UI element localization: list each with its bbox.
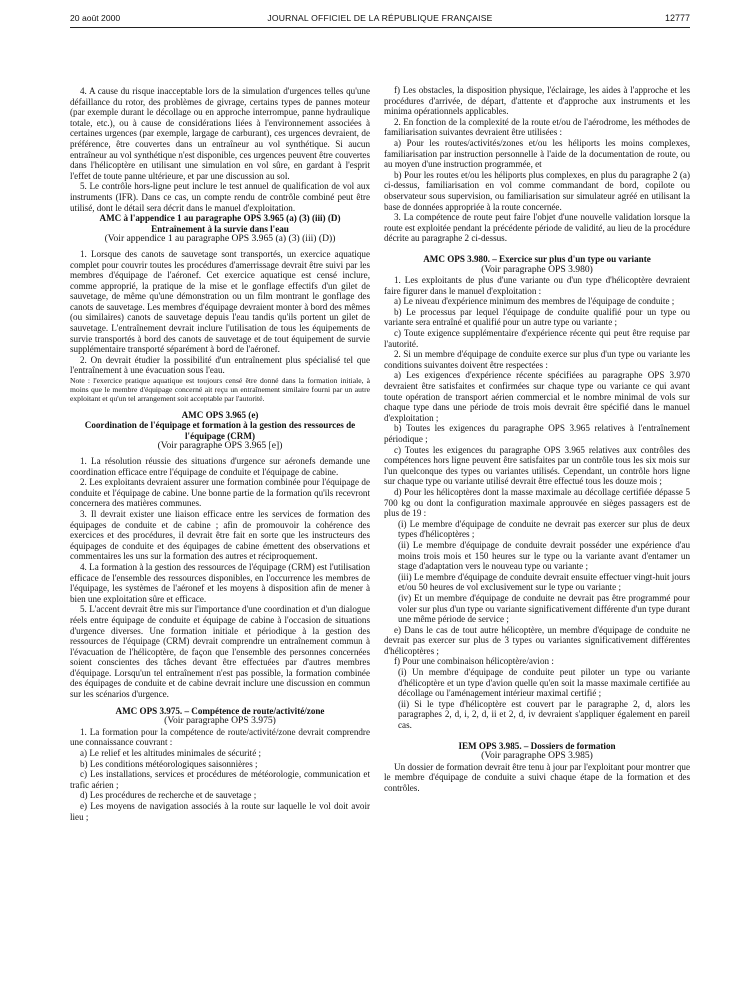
sub-list-item: (iii) Le membre d'équipage de conduite devrait ensuite effectuer vingt-huit jours et/ou 50 heures de vol exclusivement sur le type ou variante ; [398,571,690,593]
section-reference: (Voir paragraphe OPS 3.985) [481,750,593,762]
list-item: e) Dans le cas de tout autre hélicoptère, un membre d'équipage de conduite ne devrait pas exercer sur plus de 3 types ou variantes significativement différentes d'hélicoptères ; [384,624,690,656]
list-item: a) Les exigences d'expérience récente spécifiées au paragraphe OPS 3.970 devraient être satisfaites et confirmées sur chaque type ou variante ce qui avant toute opération de transport aérien commercial et le nombre minimal de vols sur chaque type dans une période de trois mois devrait être spécifié dans le manuel d'exploitation ; [384,370,690,423]
paragraph: 4. A cause du risque inacceptable lors de la simulation d'urgences telles qu'une défaillance du rotor, des problèmes de givrage, certains types de pannes moteur (par exemple durant le décollage ou en approche interrompue, panne hydraulique totale, etc.), ou à cause de considérations liées à l'environnement associées à certaines urgences (par exemple, largage de carburant), ces urgences devraient, de préférence, être couvertes dans un entraîneur au vol synthétique. Si aucun entraîneur au vol synthétique n'est disponible, ces urgences peuvent être couvertes dans l'hélicoptère en utilisant une simulation en vol sûre, en gardant à l'esprit l'effet de toute panne ultérieure, et par une discussion au sol. [70,86,370,181]
sub-list-item: (ii) Si le type d'hélicoptère est couvert par le paragraphe 2, d, alors les paragraphes 2, d, i, 2, d, ii et 2, d, iv devraient s'appliquer également en pareil cas. [398,698,690,731]
list-item: e) Les moyens de navigation associés à la route sur laquelle le vol doit avoir lieu ; [70,801,370,822]
spacer [384,731,690,741]
list-item: d) Les procédures de recherche et de sauvetage ; [80,790,257,801]
right-column [384,85,690,794]
paragraph: Un dossier de formation devrait être tenu à jour par l'exploitant pour montrer que le membre d'équipage de conduite a suivi chaque étape de la formation et des contrôles. [384,761,690,793]
section-reference: (Voir paragraphe OPS 3.965 [e]) [157,440,283,452]
section-title: IEM OPS 3.985. – Dossiers de formation [458,740,616,751]
list-item: f) Les obstacles, la disposition physique, l'éclairage, les aides à l'approche et les procédures d'arrivée, de départ, d'attente et d'approche aux instruments et les minima opérationnels applicables. [384,85,690,117]
list-item: b) Pour les routes et/ou les héliports plus complexes, en plus du paragraphe 2 (a) ci-dessus, familiarisation en vol comme commandant de bord, copilote ou observateur sous supervision, ou familiarisation sur simulateur agréé en utilisant la base de données appropriée à la route concernée. [384,169,690,212]
list-item: b) Les conditions météorologiques saisonnières ; [80,758,258,769]
left-column [70,86,370,822]
section-title [70,410,370,442]
list-item: d) Pour les hélicoptères dont la masse maximale au décollage certifiée dépasse 5 700 kg ou dont la configuration maximale approuvée en sièges passagers est de plus de 19 : [384,486,690,519]
sub-list-item: (iv) Et un membre d'équipage de conduite ne devrait pas être programmé pour voler sur plus d'un type ou variante significativement différente d'un type durant une même période de service ; [398,592,690,625]
paragraph: 2. On devrait étudier la possibilité d'un entraînement plus spécialisé tel que l'entraînement à une évacuation sous l'eau. [70,354,370,376]
list-item: a) Le niveau d'expérience minimum des membres de l'équipage de conduite ; [394,296,675,307]
spacer [384,244,690,254]
paragraph: 3. Il devrait exister une liaison efficace entre les services de formation des équipages de conduite et de cabine ; afin de promouvoir la cohérence des exercices et des procédures, il devrait être fait en sorte que les instructeurs des équipages de conduite et des équipages de cabine émettent des observations et commentaires les uns sur la formation des autres et réciproquement. [70,508,370,562]
section-title-line: AMC à l'appendice 1 au paragraphe OPS 3.965 (a) (3) (iii) (D) [99,213,341,224]
sub-list-item: (ii) Le membre d'équipage de conduite devrait posséder une expérience d'au moins trois mois et 150 heures sur le type ou la variante avant d'entamer un stage d'adaptation vers le nouveau type ou variante ; [398,539,690,572]
section-title-line: AMC OPS 3.965 (e) [181,409,259,420]
paragraph: 1. La résolution réussie des situations d'urgence sur aéronefs demande une coordination efficace entre l'équipage de conduite et l'équipage de cabine. [70,456,370,477]
paragraph: 3. La compétence de route peut faire l'objet d'une nouvelle validation lorsque la route est exploitée pendant la précédente période de validité, au lieu de la procédure décrite au paragraphe 2 ci-dessus. [384,212,690,244]
list-item: b) Le processus par lequel l'équipage de conduite qualifié pour un type ou variante sera entraîné et qualifié pour un autre type ou variante ; [384,306,690,328]
paragraph: 2. Si un membre d'équipage de conduite exerce sur plus d'un type ou variante les conditions suivantes doivent être respectées : [384,349,690,370]
list-item: c) Les installations, services et procédures de météorologie, communication et trafic aérien ; [70,769,370,790]
list-item: b) Toutes les exigences du paragraphe OPS 3.965 relatives à l'entraînement périodique ; [384,423,690,444]
section-title-line: Coordination de l'équipage et formation à la gestion des ressources de l'équipage (CRM) [84,420,356,441]
list-item: f) Pour une combinaison hélicoptère/avion : [394,656,554,667]
page-number: 12777 [664,13,690,23]
paragraph: 5. L'accent devrait être mis sur l'importance d'une coordination et d'un dialogue réels entre équipage de conduite et équipage de cabine à l'occasion de situations d'urgence diverses. Une formation initiale et périodique à la gestion des ressources de l'équipage (CRM) devrait comprendre un entraînement commun à l'évacuation de l'hélicoptère, de façon que l'ensemble des personnes concernées soient conscientes des tâches devant être effectuées par d'autres membres d'équipage. Lorsqu'un tel entraînement n'est pas possible, la formation combinée des équipages de conduite et de cabine devrait inclure une discussion en commun sur les scénarios d'urgence. [70,604,370,700]
section-title-line: Entraînement à la survie dans l'eau [151,223,289,234]
paragraph: 1. La formation pour la compétence de route/activité/zone devrait comprendre une connaissance couvrant : [70,726,370,748]
note: Note : l'exercice pratique aquatique est toujours censé être donné dans la formation initiale, à moins que le membre d'équipage concerné ait reçu un entraînement similaire fourni par un autre exploitant et qu'un tel arrangement soit acceptable par l'autorité. [70,376,370,404]
section-reference: (Voir paragraphe OPS 3.980) [481,263,593,275]
section-reference: (Voir appendice 1 au paragraphe OPS 3.965 (a) (3) (iii) (D)) [104,233,336,245]
section-title: AMC OPS 3.975. – Compétence de route/activité/zone [115,705,325,716]
list-item: c) Toute exigence supplémentaire d'expérience récente qui peut être requise par l'autorité. [384,328,690,349]
sub-list-item: (i) Le membre d'équipage de conduite ne devrait pas exercer sur plus de deux types d'hélicoptères ; [398,518,690,540]
list-item: a) Pour les routes/activités/zones et/ou les héliports les moins complexes, familiarisation par instruction personnelle à l'aide de la documentation de route, ou au moyen d'une instruction programmée, et [384,137,690,170]
journal-title: JOURNAL OFFICIEL DE LA RÉPUBLIQUE FRANÇAISE [267,13,493,23]
paragraph: 2. Les exploitants devraient assurer une formation combinée pour l'équipage de conduite et l'équipage de cabine. Une bonne partie de la formation qu'ils recevront concernera des matières communes. [70,477,370,509]
paragraph: 2. En fonction de la complexité de la route et/ou de l'aérodrome, les méthodes de familiarisation suivantes devraient être utilisées : [384,116,690,138]
paragraph: 1. Lorsque des canots de sauvetage sont transportés, un exercice aquatique complet pour couvrir toutes les procédures d'amerrissage devrait être suivi par les membres d'équipage de l'aéronef. Cet exercice aquatique est censé inclure, comme approprié, la pratique de la mise et le gonflage effectifs d'un gilet de sauvetage, de même qu'une démonstration ou un film montrant le gonflage des canots de sauvetage. Les membres d'équipage devraient monter à bord des mêmes (ou similaires) canots de sauvetage depuis l'eau tandis qu'ils portent un gilet de sauvetage. L'entraînement devrait inclure l'utilisation de tous les équipements de survie transportés à bord des canots de sauvetage et de tout équipement de survie supplémentaire transporté séparément à bord de l'aéronef. [70,248,370,355]
section-reference: (Voir paragraphe OPS 3.975) [164,715,276,727]
paragraph: 1. Les exploitants de plus d'une variante ou d'un type d'hélicoptère devraient faire figurer dans le manuel d'exploitation : [384,275,690,296]
sub-list-item: (i) Un membre d'équipage de conduite peut piloter un type ou variante d'hélicoptère et un type d'avion quelle qu'en soit la masse maximale certifiée au décollage ou l'aménagement intérieur maximal certifié ; [398,667,690,699]
header-rule [70,27,690,28]
paragraph: 5. Le contrôle hors-ligne peut inclure le test annuel de qualification de vol aux instruments (IFR). Dans ce cas, un compte rendu de contrôle combiné peut être utilisé, dont le détail sera décrit dans le manuel d'exploitation. [70,181,370,213]
header-date: 20 août 2000 [70,13,121,23]
list-item: a) Le relief et les altitudes minimales de sécurité ; [80,748,262,759]
section-title [70,213,370,234]
paragraph: 4. La formation à la gestion des ressources de l'équipage (CRM) est l'utilisation efficace de l'ensemble des ressources disponibles, en l'occurrence les membres de l'équipage, les systèmes de l'aéronef et les moyens à disposition afin de mener à bien une exploitation sûre et efficace. [70,561,370,604]
list-item: c) Toutes les exigences du paragraphe OPS 3.965 relatives aux contrôles des compétences hors ligne peuvent être satisfaites par un contrôle tous les six mois sur l'un quelconque des types ou variantes utilisés. Cependant, un contrôle hors ligne sur chaque type ou variante utilisé devrait être effectué tous les douze mois ; [384,444,690,487]
page-header [70,13,690,27]
section-title: AMC OPS 3.980. – Exercice sur plus d'un type ou variante [423,253,651,264]
